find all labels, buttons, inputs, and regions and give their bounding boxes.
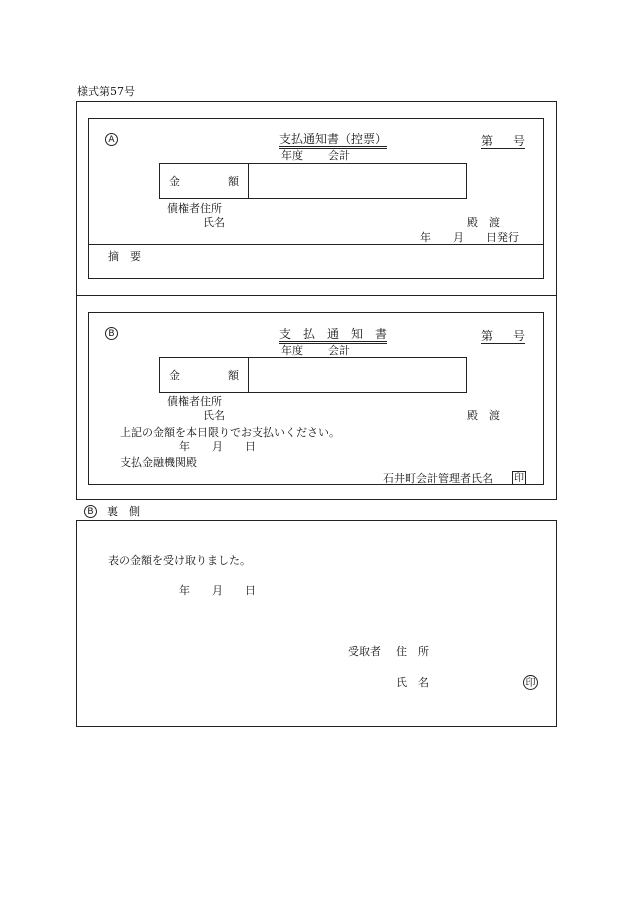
back-frame <box>76 520 557 727</box>
back-label: 裏 側 <box>107 505 140 518</box>
copy-amount-label-2: 額 <box>228 175 239 188</box>
notice-creditor-name: 氏名 <box>203 409 225 422</box>
notice-dono: 殿 渡 <box>467 409 500 422</box>
notice-dai: 第 <box>481 329 494 343</box>
back-marker-icon: B <box>84 505 97 518</box>
notice-amount-label-1: 金 <box>169 369 180 382</box>
notice-creditor-address: 債権者住所 <box>167 395 222 408</box>
copy-summary-label: 摘 要 <box>108 250 141 263</box>
notice-title: 支 払 通 知 書 <box>279 328 387 344</box>
notice-gou: 号 <box>512 329 525 343</box>
section-divider <box>76 295 557 296</box>
copy-dono: 殿 渡 <box>467 216 500 229</box>
back-seal-icon: 印 <box>523 675 538 690</box>
notice-bank: 支払金融機関殿 <box>120 456 197 469</box>
notice-amount-box <box>159 357 467 393</box>
copy-issue-date: 年 月 日発行 <box>420 231 519 244</box>
back-date: 年 月 日 <box>179 584 256 597</box>
marker-b-icon: B <box>105 327 118 340</box>
copy-amount-divider <box>248 163 249 199</box>
copy-summary-line <box>88 244 544 245</box>
copy-title <box>279 133 387 149</box>
notice-instruction: 上記の金額を本日限りでお支払いください。 <box>120 426 340 439</box>
back-recipient-label: 受取者 <box>348 645 381 658</box>
copy-number <box>481 135 525 149</box>
notice-nendo: 年度 <box>281 344 303 357</box>
notice-number <box>481 330 525 344</box>
copy-creditor-name: 氏名 <box>203 216 225 229</box>
back-received-text: 表の金額を受け取りました。 <box>108 554 251 567</box>
back-recipient-name: 氏 名 <box>396 676 429 689</box>
notice-amount-divider <box>248 357 249 393</box>
notice-date: 年 月 日 <box>179 440 256 453</box>
copy-gou: 号 <box>512 134 525 148</box>
form-number: 様式第57号 <box>77 85 135 98</box>
marker-a-icon: A <box>105 133 118 146</box>
copy-creditor-address: 債権者住所 <box>167 202 222 215</box>
back-recipient-address: 住 所 <box>396 645 429 658</box>
notice-amount-label-2: 額 <box>228 369 239 382</box>
copy-nendo: 年度 <box>281 149 303 162</box>
copy-kaikei: 会計 <box>328 149 350 162</box>
copy-dai: 第 <box>481 134 494 148</box>
copy-title-paren: （控票） <box>339 132 388 146</box>
copy-amount-box <box>159 163 467 199</box>
notice-seal-icon: 印 <box>514 473 524 484</box>
copy-title-text: 支払通知書 <box>279 132 340 146</box>
notice-kaikei: 会計 <box>328 344 350 357</box>
notice-manager: 石井町会計管理者氏名 <box>383 472 493 485</box>
copy-amount-label-1: 金 <box>169 175 180 188</box>
